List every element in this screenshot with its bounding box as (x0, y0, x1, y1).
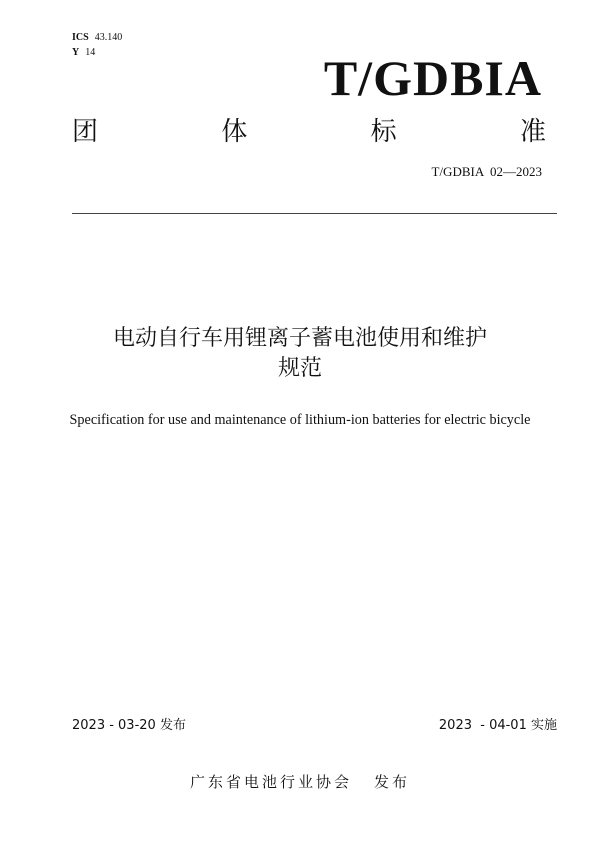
standard-number: T/GDBIA 02—2023 (431, 164, 542, 179)
title-cn-line2: 规范 (277, 356, 322, 381)
header-divider (72, 213, 557, 214)
publisher (0, 772, 600, 792)
standard-type-char: 准 (519, 117, 546, 147)
document-title-cn (0, 324, 600, 384)
publisher-organization: 广东省电池行业协会 (189, 773, 352, 791)
ccs-label: Y (72, 47, 80, 58)
ccs-code (72, 45, 122, 60)
ics-value: 43.140 (94, 32, 123, 43)
title-cn-line1: 电动自行车用锂离子蓄电池使用和维护 (112, 326, 487, 351)
ics-label: ICS (72, 32, 89, 43)
standard-type (72, 116, 546, 148)
classification-codes (72, 30, 122, 60)
implementation-date: 2023 - 04-01 实施 (438, 718, 557, 733)
ics-code (72, 30, 122, 45)
brand-code: T/GDBIA (323, 50, 542, 106)
publisher-action: 发布 (374, 773, 411, 791)
issue-date: 2023 - 03-20 发布 (72, 718, 186, 733)
document-title-en: Specification for use and maintenance of lithium-ion batteries for electric bicycle (69, 412, 531, 428)
standard-type-char: 标 (370, 117, 397, 147)
ccs-value: 14 (85, 47, 96, 58)
standard-type-char: 体 (221, 117, 248, 147)
standard-type-char: 团 (72, 117, 99, 147)
